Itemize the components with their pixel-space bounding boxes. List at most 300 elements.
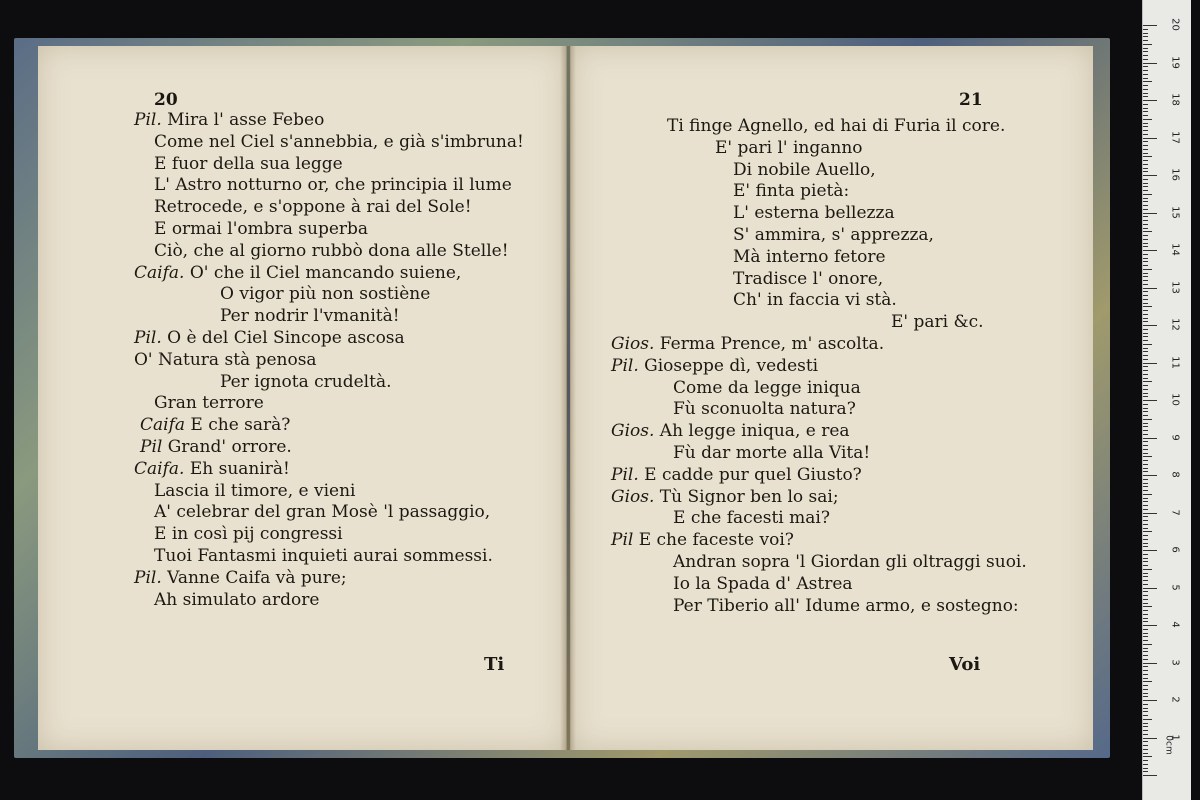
text-line xyxy=(611,334,884,354)
ruler-tick xyxy=(1143,595,1148,596)
ruler-tick xyxy=(1143,445,1148,446)
text-line xyxy=(134,328,405,348)
catchword: Voi xyxy=(949,654,981,675)
ruler-tick xyxy=(1143,434,1148,435)
ruler-tick xyxy=(1143,625,1157,626)
text-line xyxy=(220,306,400,326)
speaker-label: Pil xyxy=(611,530,634,551)
ruler-label: 3 xyxy=(1169,658,1181,666)
ruler-label: 19 xyxy=(1169,55,1181,69)
ruler-tick xyxy=(1143,228,1148,229)
ruler-tick xyxy=(1143,44,1152,45)
ruler-tick xyxy=(1143,321,1148,322)
ruler-tick xyxy=(1143,606,1152,607)
line-text: E in così pij congressi xyxy=(154,524,343,545)
ruler-tick xyxy=(1143,310,1148,311)
text-line xyxy=(134,568,347,588)
ruler-tick xyxy=(1143,153,1148,154)
text-line xyxy=(154,546,493,566)
ruler-tick xyxy=(1143,561,1148,562)
text-line xyxy=(673,443,870,463)
ruler-tick xyxy=(1143,243,1148,244)
speaker-label: Caifa. xyxy=(134,458,185,479)
ruler-tick xyxy=(1143,745,1148,746)
line-text: Vanne Caifa và pure; xyxy=(167,567,347,588)
ruler-tick xyxy=(1143,734,1148,735)
ruler-tick xyxy=(1143,591,1148,592)
ruler-tick xyxy=(1143,231,1152,232)
ruler-tick xyxy=(1143,194,1152,195)
ruler-tick xyxy=(1143,70,1148,71)
ruler-tick xyxy=(1143,456,1152,457)
line-text: E' pari &c. xyxy=(891,312,984,333)
ruler-tick xyxy=(1143,528,1148,529)
ruler-tick xyxy=(1143,475,1157,476)
ruler-tick xyxy=(1143,85,1148,86)
line-text: L' esterna bellezza xyxy=(733,203,895,224)
ruler-tick xyxy=(1143,48,1148,49)
ruler-tick xyxy=(1143,336,1148,337)
speaker-label: Gios. xyxy=(611,486,655,507)
ruler-tick xyxy=(1143,771,1148,772)
ruler-tick xyxy=(1143,276,1148,277)
ruler-tick xyxy=(1143,640,1148,641)
ruler-tick xyxy=(1143,580,1148,581)
ruler-tick xyxy=(1143,119,1152,120)
ruler-tick xyxy=(1143,704,1148,705)
text-line xyxy=(134,263,461,283)
ruler-tick xyxy=(1143,663,1157,664)
ruler-tick xyxy=(1143,100,1157,101)
text-line xyxy=(611,530,794,550)
text-line xyxy=(134,350,317,370)
text-line xyxy=(673,574,853,594)
ruler-tick xyxy=(1143,543,1148,544)
text-line xyxy=(733,181,849,201)
ruler-tick xyxy=(1143,505,1148,506)
ruler-tick xyxy=(1143,348,1148,349)
gutter-shadow xyxy=(560,46,576,750)
ruler-tick xyxy=(1143,719,1152,720)
ruler-tick xyxy=(1143,160,1148,161)
ruler-tick xyxy=(1143,659,1148,660)
ruler-tick xyxy=(1143,303,1148,304)
ruler-tick xyxy=(1143,689,1148,690)
ruler-tick xyxy=(1143,749,1148,750)
line-text: Lascia il timore, e vieni xyxy=(154,480,356,501)
ruler-tick xyxy=(1143,576,1148,577)
ruler-tick xyxy=(1143,115,1148,116)
ruler-tick xyxy=(1143,291,1148,292)
ruler-tick xyxy=(1143,374,1148,375)
ruler-tick xyxy=(1143,726,1148,727)
line-text: Ti finge Agnello, ed hai di Furia il core. xyxy=(667,116,1006,136)
ruler-tick xyxy=(1143,550,1157,551)
ruler-label: 6 xyxy=(1169,546,1181,553)
speaker-label: Pil. xyxy=(611,464,639,485)
ruler-tick xyxy=(1143,760,1148,761)
line-text: E ormai l'ombra superba xyxy=(154,219,369,239)
ruler-tick xyxy=(1143,700,1157,701)
ruler-label: 5 xyxy=(1169,583,1181,591)
ruler-tick xyxy=(1143,584,1148,585)
line-text: O' che il Ciel mancando suiene, xyxy=(189,262,462,283)
ruler-tick xyxy=(1143,220,1148,221)
ruler-tick xyxy=(1143,741,1148,742)
text-line xyxy=(733,290,897,310)
ruler-tick xyxy=(1143,396,1148,397)
line-text: Io la Spada d' Astrea xyxy=(673,573,853,594)
ruler-tick xyxy=(1143,74,1148,75)
speaker-label: Gios. xyxy=(611,421,655,442)
line-text: Per nodrir l'vmanità! xyxy=(220,306,400,327)
ruler-tick xyxy=(1143,239,1148,240)
ruler-tick xyxy=(1143,314,1148,315)
ruler-tick xyxy=(1143,340,1148,341)
ruler-tick xyxy=(1143,171,1148,172)
text-line xyxy=(154,154,343,174)
line-text: Gioseppe dì, vedesti xyxy=(644,355,819,376)
ruler-tick xyxy=(1143,175,1157,176)
ruler-tick xyxy=(1143,618,1148,619)
text-line xyxy=(673,596,1019,616)
line-text: Andran sopra 'l Giordan gli oltraggi suoi. xyxy=(673,552,1027,572)
ruler-tick xyxy=(1143,411,1148,412)
ruler-tick xyxy=(1143,393,1148,394)
line-text: S' ammira, s' apprezza, xyxy=(733,225,934,245)
line-text: E che sarà? xyxy=(190,415,291,436)
ruler-tick xyxy=(1143,509,1148,510)
ruler-tick xyxy=(1143,205,1148,206)
ruler-tick xyxy=(1143,723,1148,724)
line-text: O vigor più non sostiène xyxy=(220,284,431,305)
ruler-label: 14 xyxy=(1169,243,1181,256)
text-line xyxy=(733,269,883,289)
line-text: E fuor della sua legge xyxy=(154,153,343,174)
line-text: Mà interno fetore xyxy=(733,246,886,267)
ruler-tick xyxy=(1143,775,1157,776)
ruler-tick xyxy=(1143,183,1148,184)
text-line xyxy=(733,225,934,245)
text-line xyxy=(140,437,292,457)
ruler-tick xyxy=(1143,329,1148,330)
line-text: O è del Ciel Sincope ascosa xyxy=(167,328,405,348)
ruler-tick xyxy=(1143,306,1152,307)
text-line xyxy=(154,197,472,217)
text-line xyxy=(154,502,490,522)
ruler-tick xyxy=(1143,81,1152,82)
line-text: E' finta pietà: xyxy=(733,181,850,202)
text-line xyxy=(733,160,876,180)
line-text: Retrocede, e s'oppone à rai del Sole! xyxy=(154,197,472,218)
line-text: Tradisce l' onore, xyxy=(733,268,884,289)
ruler-tick xyxy=(1143,708,1148,709)
line-text: Ciò, che al giorno rubbò dona alle Stelle! xyxy=(154,240,509,261)
ruler-tick xyxy=(1143,40,1148,41)
line-text: Ferma Prence, m' ascolta. xyxy=(659,334,885,354)
ruler-unit: 0cm xyxy=(1163,735,1174,755)
line-text: L' Astro notturno or, che principia il lume xyxy=(154,175,512,196)
line-text: E' pari l' inganno xyxy=(715,137,863,158)
ruler-tick xyxy=(1143,201,1148,202)
ruler-label: 1 xyxy=(1169,733,1181,741)
ruler-tick xyxy=(1143,63,1157,64)
ruler-tick xyxy=(1143,138,1157,139)
ruler-tick xyxy=(1143,648,1148,649)
speaker-label: Caifa. xyxy=(134,262,185,283)
ruler-tick xyxy=(1143,614,1148,615)
text-line xyxy=(733,203,895,223)
ruler-tick xyxy=(1143,629,1148,630)
ruler-tick xyxy=(1143,558,1148,559)
ruler-tick xyxy=(1143,93,1148,94)
ruler-tick xyxy=(1143,419,1152,420)
text-line xyxy=(220,372,392,392)
line-text: Grand' orrore. xyxy=(167,437,292,457)
text-line xyxy=(154,241,509,261)
text-line xyxy=(134,110,324,130)
line-text: E cadde pur quel Giusto? xyxy=(644,464,862,485)
ruler-label: 8 xyxy=(1169,471,1181,478)
line-text: Di nobile Auello, xyxy=(733,159,876,180)
ruler-tick xyxy=(1143,423,1148,424)
speaker-label: Pil. xyxy=(611,355,639,376)
ruler-label: 11 xyxy=(1169,355,1181,369)
ruler-label: 10 xyxy=(1169,393,1181,406)
ruler-tick xyxy=(1143,111,1148,112)
ruler-tick xyxy=(1143,385,1148,386)
speaker-label: Gios. xyxy=(611,334,655,354)
line-text: E che facesti mai? xyxy=(673,508,830,529)
text-line xyxy=(611,356,818,376)
ruler-tick xyxy=(1143,535,1148,536)
ruler-tick xyxy=(1143,681,1152,682)
ruler-tick xyxy=(1143,126,1148,127)
ruler-tick xyxy=(1143,363,1157,364)
ruler-tick xyxy=(1143,513,1157,514)
line-text: Ah legge iniqua, e rea xyxy=(659,421,850,442)
text-line xyxy=(154,524,343,544)
ruler-tick xyxy=(1143,404,1148,405)
right-page xyxy=(570,46,1093,750)
ruler-tick xyxy=(1143,381,1152,382)
ruler-tick xyxy=(1143,186,1148,187)
ruler-tick xyxy=(1143,378,1148,379)
ruler-tick xyxy=(1143,486,1148,487)
ruler-tick xyxy=(1143,284,1148,285)
ruler-tick xyxy=(1143,273,1148,274)
ruler-tick xyxy=(1143,408,1148,409)
line-text: A' celebrar del gran Mosè 'l passaggio, xyxy=(154,502,491,523)
ruler-tick xyxy=(1143,156,1152,157)
text-line xyxy=(673,399,856,419)
text-line xyxy=(220,284,430,304)
line-text: Fù sconuolta natura? xyxy=(673,399,856,420)
ruler-tick xyxy=(1143,516,1148,517)
ruler-tick xyxy=(1143,621,1148,622)
ruler-tick xyxy=(1143,693,1148,694)
line-text: Per ignota crudeltà. xyxy=(220,371,392,392)
ruler-tick xyxy=(1143,36,1148,37)
text-line xyxy=(154,481,356,501)
ruler-tick xyxy=(1143,441,1148,442)
ruler-tick xyxy=(1143,96,1148,97)
ruler-tick xyxy=(1143,599,1148,600)
text-line xyxy=(673,508,830,528)
ruler-tick xyxy=(1143,696,1148,697)
ruler-tick xyxy=(1143,145,1148,146)
ruler-tick xyxy=(1143,344,1152,345)
ruler-tick xyxy=(1143,674,1148,675)
speaker-label: Pil. xyxy=(134,567,162,588)
ruler-tick xyxy=(1143,55,1148,56)
line-text: Ch' in faccia vi stà. xyxy=(733,290,897,311)
ruler-tick xyxy=(1143,678,1148,679)
page-number: 20 xyxy=(154,90,178,110)
ruler-tick xyxy=(1143,78,1148,79)
ruler-tick xyxy=(1143,164,1148,165)
ruler-tick xyxy=(1143,66,1148,67)
ruler-tick xyxy=(1143,756,1152,757)
ruler-tick xyxy=(1143,366,1148,367)
ruler-tick xyxy=(1143,351,1148,352)
text-line xyxy=(673,552,1027,572)
text-line xyxy=(611,465,862,485)
ruler-tick xyxy=(1143,490,1148,491)
text-line xyxy=(154,175,512,195)
ruler-tick xyxy=(1143,453,1148,454)
ruler-tick xyxy=(1143,269,1152,270)
ruler-tick xyxy=(1143,494,1152,495)
speaker-label: Pil. xyxy=(134,328,162,348)
line-text: Come da legge iniqua xyxy=(673,377,861,398)
ruler-tick xyxy=(1143,333,1148,334)
ruler-tick xyxy=(1143,33,1148,34)
page-number: 21 xyxy=(959,90,983,110)
line-text: Come nel Ciel s'annebbia, e già s'imbruna! xyxy=(154,131,524,152)
ruler-tick xyxy=(1143,190,1148,191)
line-text: E che faceste voi? xyxy=(638,530,794,551)
ruler-tick xyxy=(1143,299,1148,300)
ruler-tick xyxy=(1143,753,1148,754)
ruler-tick xyxy=(1143,288,1157,289)
ruler-label: 7 xyxy=(1169,508,1181,516)
ruler-tick xyxy=(1143,738,1157,739)
ruler-tick xyxy=(1143,468,1148,469)
ruler-tick xyxy=(1143,25,1157,26)
ruler-tick xyxy=(1143,141,1148,142)
catchword: Ti xyxy=(484,654,505,675)
ruler-tick xyxy=(1143,246,1148,247)
ruler-tick xyxy=(1143,520,1148,521)
ruler-tick xyxy=(1143,359,1148,360)
line-text: Gran terrore xyxy=(154,393,264,414)
ruler-tick xyxy=(1143,168,1148,169)
ruler-tick xyxy=(1143,610,1148,611)
ruler-label: 9 xyxy=(1169,433,1181,441)
ruler-tick xyxy=(1143,546,1148,547)
ruler-tick xyxy=(1143,730,1148,731)
ruler-tick xyxy=(1143,400,1157,401)
ruler-tick xyxy=(1143,651,1148,652)
ruler-tick xyxy=(1143,123,1148,124)
ruler-label: 13 xyxy=(1169,280,1181,294)
ruler-tick xyxy=(1143,483,1148,484)
text-line xyxy=(154,590,319,610)
ruler-tick xyxy=(1143,108,1148,109)
line-text: Ah simulato ardore xyxy=(154,589,320,610)
ruler-tick xyxy=(1143,588,1157,589)
text-line xyxy=(667,116,1005,136)
text-line xyxy=(154,219,368,239)
ruler-tick xyxy=(1143,51,1148,52)
ruler-tick xyxy=(1143,479,1148,480)
ruler-tick xyxy=(1143,130,1148,131)
speaker-label: Pil. xyxy=(134,110,162,130)
ruler-tick xyxy=(1143,325,1157,326)
line-text: Eh suanirà! xyxy=(189,458,290,479)
ruler-tick xyxy=(1143,89,1148,90)
ruler-tick xyxy=(1143,666,1148,667)
ruler-tick xyxy=(1143,711,1148,712)
speaker-label: Caifa xyxy=(140,415,186,436)
ruler-tick xyxy=(1143,768,1148,769)
ruler-tick xyxy=(1143,209,1148,210)
ruler-tick xyxy=(1143,265,1148,266)
ruler-tick xyxy=(1143,449,1148,450)
ruler-tick xyxy=(1143,224,1148,225)
ruler-tick xyxy=(1143,471,1148,472)
ruler-tick xyxy=(1143,524,1148,525)
speaker-label: Pil xyxy=(140,437,163,457)
line-text: Per Tiberio all' Idume armo, e sostegno: xyxy=(673,595,1019,616)
ruler-tick xyxy=(1143,104,1148,105)
ruler-tick xyxy=(1143,569,1152,570)
line-text: Mira l' asse Febeo xyxy=(167,110,325,130)
text-line xyxy=(733,247,886,267)
ruler-tick xyxy=(1143,764,1148,765)
ruler-tick xyxy=(1143,539,1148,540)
ruler-tick xyxy=(1143,603,1148,604)
text-line xyxy=(891,312,984,332)
ruler-tick xyxy=(1143,355,1148,356)
ruler-tick xyxy=(1143,415,1148,416)
line-text: Tuoi Fantasmi inquieti aurai sommessi. xyxy=(154,546,493,566)
ruler-tick xyxy=(1143,318,1148,319)
ruler-label: 15 xyxy=(1169,205,1181,219)
ruler-tick xyxy=(1143,258,1148,259)
text-line xyxy=(715,138,863,158)
ruler-tick xyxy=(1143,636,1148,637)
ruler-label: 20 xyxy=(1169,18,1181,31)
ruler-tick xyxy=(1143,280,1148,281)
ruler-tick xyxy=(1143,295,1148,296)
ruler-tick xyxy=(1143,498,1148,499)
text-line xyxy=(140,415,290,435)
measuring-ruler xyxy=(1142,0,1191,800)
ruler-tick xyxy=(1143,438,1157,439)
ruler-tick xyxy=(1143,216,1148,217)
ruler-label: 4 xyxy=(1169,621,1181,628)
line-text: O' Natura stà penosa xyxy=(134,349,317,370)
ruler-tick xyxy=(1143,254,1148,255)
ruler-tick xyxy=(1143,685,1148,686)
ruler-tick xyxy=(1143,565,1148,566)
ruler-tick xyxy=(1143,531,1152,532)
ruler-tick xyxy=(1143,261,1148,262)
line-text: Tù Signor ben lo sai; xyxy=(659,486,839,507)
ruler-tick xyxy=(1143,655,1148,656)
